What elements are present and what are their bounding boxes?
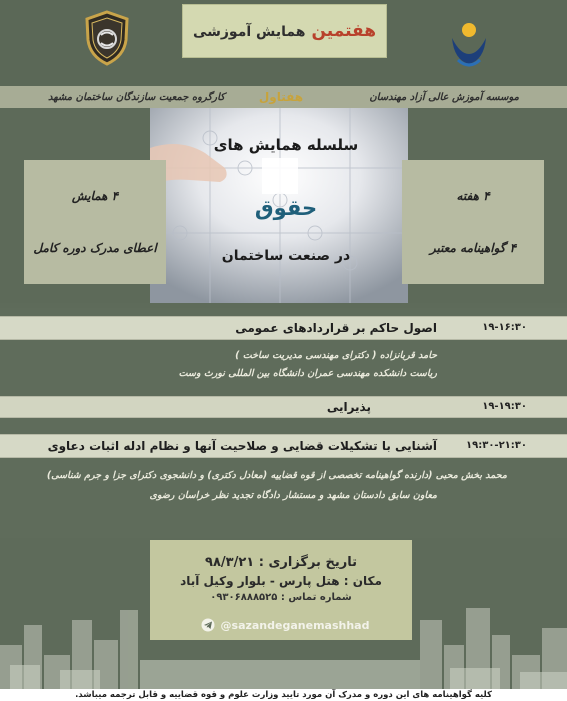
hero-left-panel: [24, 160, 166, 284]
schedule-section: [0, 308, 567, 538]
organizer-right: موسسه آموزش عالی آزاد مهندسان: [369, 91, 519, 103]
speaker-line: ریاست دانشکده مهندسی عمران دانشگاه بین المللی نورث وست: [178, 368, 437, 379]
shield-logo-icon: [84, 10, 130, 66]
organizer-left: کارگروه جمعیت سازندگان ساختمان مشهد: [48, 91, 225, 103]
right-panel-top: ۴ هفته: [456, 189, 490, 203]
row-time: ۱۹-۱۶:۳۰: [482, 322, 527, 333]
telegram-icon: [201, 618, 215, 632]
social-handle-text: @sazandeganemashhad: [220, 618, 370, 632]
event-place: مکان : هتل پارس - بلوار وکیل آباد: [180, 574, 382, 588]
social-handle[interactable]: [180, 616, 390, 634]
event-date: تاریخ برگزاری : ۹۸/۳/۲۱: [205, 555, 357, 570]
speaker-line: معاون سابق دادستان مشهد و مستشار دادگاه تجدید نظر خراسان رضوی: [149, 490, 437, 501]
row-time: ۱۹-۱۹:۳۰: [482, 401, 527, 412]
left-panel-bottom: اعطای مدرک دوره کامل: [33, 241, 157, 255]
schedule-row: [0, 434, 567, 458]
speaker-line: محمد بخش محبی (دارنده گواهینامه تخصصی از قوه قضاییه (معادل دکتری) و دانشجوی دکترای جزا و جرم شناسی): [46, 470, 507, 481]
contact-phone: شماره تماس : ۰۹۳۰۶۸۸۸۵۲۵: [210, 592, 352, 603]
right-panel-bottom: ۴ گواهینامه معتبر: [429, 241, 517, 255]
title-rest: همایش آموزشی: [192, 24, 306, 40]
row-title: پذیرایی: [326, 400, 371, 414]
brand-mark: هفتاول: [258, 90, 304, 104]
institute-logo-icon: [444, 20, 494, 70]
row-title: آشنایی با تشکیلات قضایی و صلاحیت آنها و نظام ادله اثبات دعاوی: [47, 439, 437, 453]
hero-title-line3: در صنعت ساختمان: [221, 248, 351, 264]
hero-title-line1: سلسله همایش های: [213, 136, 359, 154]
row-title: اصول حاکم بر قراردادهای عمومی: [235, 321, 437, 335]
schedule-row: [0, 316, 567, 340]
row-time: ۱۹:۳۰-۲۱:۳۰: [466, 440, 527, 451]
speaker-line: حامد قربانزاده ( دکترای مهندسی مدیریت ساخت ): [235, 350, 437, 361]
footer-note: کلیه گواهینامه های این دوره و مدرک آن مورد تایید وزارت علوم و قوه قضاییه و قابل ترجمه میباشد.: [0, 689, 567, 701]
title-highlight: هفتمین: [311, 21, 377, 41]
schedule-row: [0, 396, 567, 418]
left-panel-top: ۴ همایش: [71, 189, 119, 203]
hero-title-line2: حقوق: [254, 196, 318, 220]
hero-right-panel: [402, 160, 544, 284]
event-title-badge: [182, 4, 387, 58]
